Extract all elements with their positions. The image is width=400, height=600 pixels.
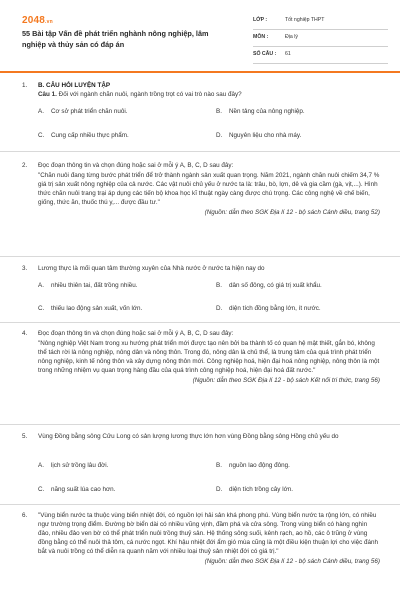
option-c[interactable] — [38, 486, 208, 495]
option-d[interactable] — [216, 486, 386, 495]
question-number: 4. — [22, 330, 28, 337]
meta-row-class — [253, 13, 388, 30]
question-stem: Đọc đoạn thông tin và chọn đúng hoặc sai ở mỗi ý A, B, C, D sau đây: — [38, 330, 234, 337]
option-b[interactable] — [216, 282, 386, 291]
option-letter: D. — [216, 305, 223, 312]
question-number: 5. — [22, 433, 28, 440]
question-body — [38, 265, 380, 274]
option-a[interactable] — [38, 462, 208, 471]
option-letter: C. — [38, 486, 45, 493]
option-d[interactable] — [216, 132, 386, 141]
option-text: thiếu lao động sản xuất, vốn lớn. — [51, 305, 143, 312]
source-citation: (Nguồn: dẫn theo SGK Địa lí 12 - bộ sách Kết nối tri thức, trang 56) — [192, 376, 380, 384]
meta-label: LỚP : — [253, 17, 268, 24]
option-text: nhiều thiên tai, đất trồng nhiều. — [51, 282, 138, 289]
meta-table — [253, 13, 388, 64]
question-stem: Vùng Đồng bằng sông Cửu Long có sản lượng lương thực lớn hơn vùng Đồng bằng sông Hồng chủ yếu do — [38, 433, 339, 440]
section-title: B. CÂU HỎI LUYỆN TẬP — [38, 82, 111, 89]
site-logo[interactable] — [22, 14, 53, 28]
question-stem — [38, 91, 380, 100]
option-letter: D. — [216, 486, 223, 493]
option-letter: D. — [216, 132, 223, 139]
divider — [0, 424, 400, 425]
option-a[interactable] — [38, 282, 208, 291]
option-text: Nền tảng của nông nghiệp. — [229, 108, 305, 115]
option-text: Cơ sở phát triển chăn nuôi. — [51, 108, 128, 115]
stem-text: Đối với ngành chăn nuôi, ngành trồng trọt có vai trò nào sau đây? — [58, 90, 242, 98]
option-letter: A. — [38, 462, 44, 469]
header-divider — [0, 71, 400, 73]
option-letter: C. — [38, 132, 45, 139]
meta-value: 61 — [285, 51, 291, 58]
question-number: 3. — [22, 265, 28, 272]
question-number: 1. — [22, 82, 28, 89]
question-label: Câu 1. — [38, 90, 57, 98]
option-a[interactable] — [38, 108, 208, 117]
source-citation: (Nguồn: dẫn theo SGK Địa lí 12 - bộ sách Cánh diều, trang 52) — [204, 208, 380, 216]
meta-row-count — [253, 47, 388, 64]
logo-suffix: .vn — [45, 19, 53, 25]
option-text: năng suất lúa cao hơn. — [51, 486, 116, 493]
option-c[interactable] — [38, 305, 208, 314]
document-title: 55 Bài tập Vấn đề phát triển nghành nông nghiệp, lâm nghiệp và thủy sản có đáp án — [22, 29, 209, 49]
document-header — [0, 0, 400, 70]
option-letter: B. — [216, 462, 222, 469]
meta-row-subject — [253, 30, 388, 47]
option-letter: A. — [38, 108, 44, 115]
option-text: dân số đông, có giá trị xuất khẩu. — [229, 282, 322, 289]
logo-text: 2048 — [22, 15, 46, 26]
question-stem: Lương thực là mối quan tâm thường xuyên của Nhà nước ở nước ta hiện nay do — [38, 265, 265, 272]
meta-value: Địa lý — [285, 34, 298, 41]
meta-label: SỐ CÂU : — [253, 51, 277, 58]
option-text: Nguyên liệu cho nhà máy. — [229, 132, 302, 139]
quote-passage: "Vùng biển nước ta thuộc vùng biển nhiệt đới, có nguồn lợi hải sản khá phong phú. Vùng biển nước ta rộng lớn, có nhiều ngư trường trọng điểm. Đường bờ biển dài có nhiều vũng vịnh, đầm phá và cửa sông. Trong vùng biển có hàng nghìn đảo, nhiều đảo ven bờ có thể phát triển nuôi trồng thuỷ sản. Hệ thống sông suối, kênh rạch, ao hồ, các ô trũng ở vùng đồng bằng có thể nuôi thả tôm, cá nước ngọt. Khí hậu nhiệt đới ẩm gió mùa cũng là một điều kiện thuận lợi cho việc đánh bắt và nuôi trồng có thể diễn ra quanh năm với nhiều loại thuỷ sản nhiệt đới có giá trị." — [38, 512, 379, 555]
question-number: 2. — [22, 162, 28, 169]
question-stem: Đọc đoạn thông tin và chọn đúng hoặc sai ở mỗi ý A, B, C, D sau đây: — [38, 162, 234, 169]
quote-passage: "Chăn nuôi đang từng bước phát triển để trở thành ngành sản xuất quan trọng. Năm 2021, ngành chăn nuôi chiếm 34,7 % giá trị sản xuất nông nghiệp của cả nước. Các vật nuôi chủ yếu ở nước ta là: trâu, bò, lợn, dê và gia cầm (gà, vịt,...). Hình thức chăn nuôi trang trại áp dụng các tiến bộ khoa học kĩ thuật ngày càng được chú trọng. Các công nghệ về chế biến, giống, thức ăn, thuốc thú y,... được đầu tư." — [38, 171, 380, 206]
source-citation: (Nguồn: dẫn theo SGK Địa lí 12 - bộ sách Cánh diều, trang 56) — [204, 557, 380, 565]
option-text: lịch sử trồng lâu đời. — [51, 462, 109, 469]
option-letter: B. — [216, 282, 222, 289]
meta-label: MÔN : — [253, 34, 269, 41]
option-text: diện tích trồng cây lớn. — [229, 486, 293, 493]
option-b[interactable] — [216, 108, 386, 117]
divider — [0, 151, 400, 152]
question-body — [38, 330, 380, 386]
divider — [0, 256, 400, 257]
option-text: Cung cấp nhiều thực phẩm. — [51, 132, 129, 139]
option-letter: C. — [38, 305, 45, 312]
question-body — [38, 82, 380, 100]
option-letter: A. — [38, 282, 44, 289]
quote-passage: "Nông nghiệp Việt Nam trong xu hướng phát triển mới được tạo nên bởi ba thành tố có quan hệ mật thiết, gắn bó, không thể tách rời là nông nghiệp, nông dân và nông thôn. Trong đó, nông dân là chủ thể, là trung tâm của quá trình phát triển nông nghiệp, kinh tế nông thôn và xây dựng nông thôn mới. Công nghiệp hoá, hiện đại hoá nông nghiệp, nông thôn là một trong những nhiệm vụ quan trọng hàng đầu của quá trình công nghiệp hoá, hiện đại hoá đất nước." — [38, 339, 380, 374]
question-body — [38, 162, 380, 218]
option-letter: B. — [216, 108, 222, 115]
option-text: diện tích đồng bằng lớn, ít nước. — [229, 305, 321, 312]
meta-value: Tốt nghiệp THPT — [285, 17, 325, 24]
option-c[interactable] — [38, 132, 208, 141]
option-text: nguồn lao động đông. — [229, 462, 290, 469]
option-d[interactable] — [216, 305, 386, 314]
option-b[interactable] — [216, 462, 386, 471]
question-body — [38, 433, 380, 442]
divider — [0, 322, 400, 323]
question-body — [38, 512, 380, 567]
question-number: 6. — [22, 512, 28, 519]
divider — [0, 504, 400, 505]
